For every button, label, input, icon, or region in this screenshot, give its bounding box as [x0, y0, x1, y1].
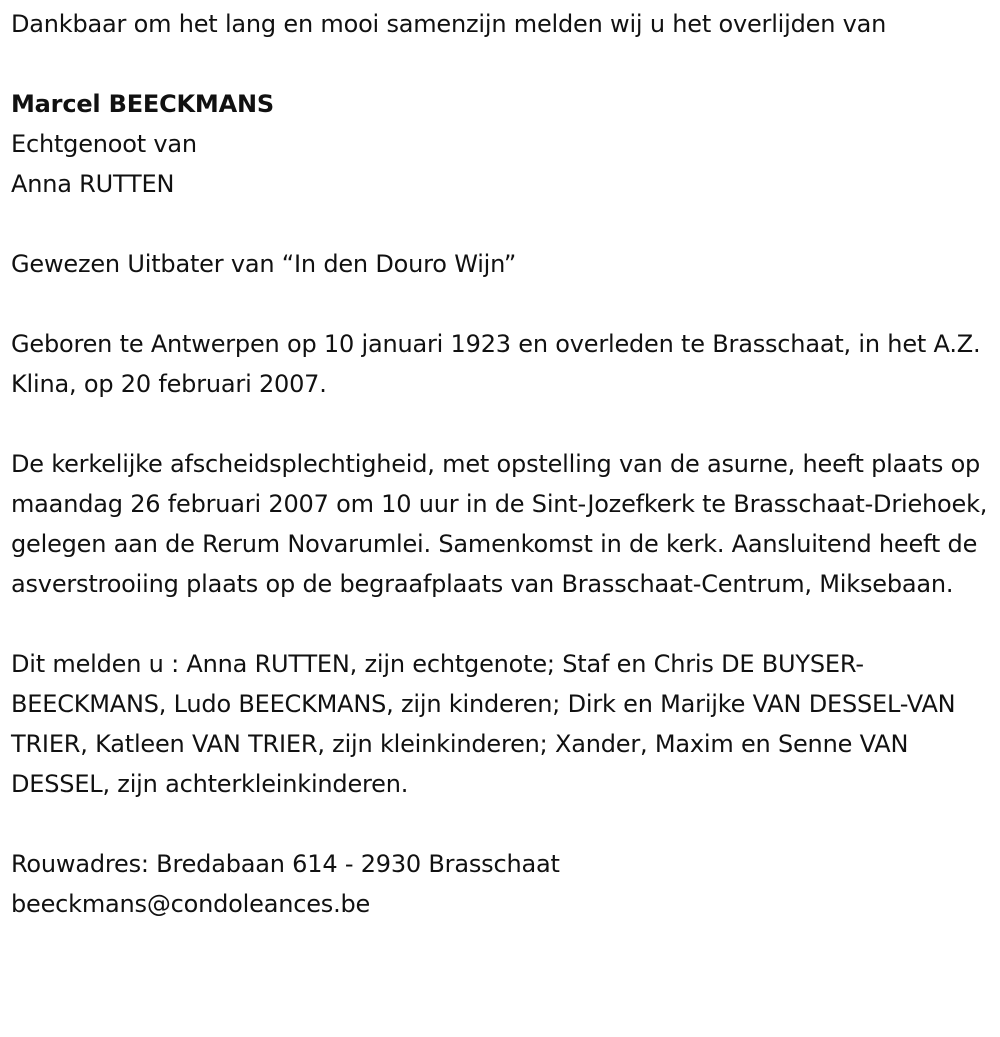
email-address: beeckmans@condoleances.be: [11, 890, 371, 918]
family-text: Dit melden u : Anna RUTTEN, zijn echtgenote; Staf en Chris DE BUYSER-BEECKMANS, Ludo BEECKMANS, zijn kinderen; Dirk en Marijke VAN DESSEL-VAN TRIER, Katleen VAN TRIER, zijn kleinkinderen; Xander, Maxim en Senne VAN DESSEL, zijn achterkleinkinderen.: [11, 650, 956, 798]
mourning-address: Rouwadres: Bredabaan 614 - 2930 Brasschaat: [11, 850, 560, 878]
spouse-label: Echtgenoot van: [11, 130, 197, 158]
deceased-name: Marcel BEECKMANS: [11, 90, 274, 118]
ceremony-text: De kerkelijke afscheidsplechtigheid, met opstelling van de asurne, heeft plaats op maandag 26 februari 2007 om 10 uur in de Sint-Jozefkerk te Brasschaat-Driehoek, gelegen aan de Rerum Novarumlei. Samenkomst in de kerk. Aansluitend heeft de asverstrooiing plaats op de begraafplaats van Brasschaat-Centrum, Miksebaan.: [11, 450, 988, 598]
obituary-notice: [11, 4, 991, 924]
occupation-text: Gewezen Uitbater van “In den Douro Wijn”: [11, 250, 517, 278]
spouse-name: Anna RUTTEN: [11, 170, 175, 198]
intro-text: Dankbaar om het lang en mooi samenzijn melden wij u het overlijden van: [11, 10, 887, 38]
birth-death-text: Geboren te Antwerpen op 10 januari 1923 en overleden te Brasschaat, in het A.Z. Klina, op 20 februari 2007.: [11, 330, 981, 398]
